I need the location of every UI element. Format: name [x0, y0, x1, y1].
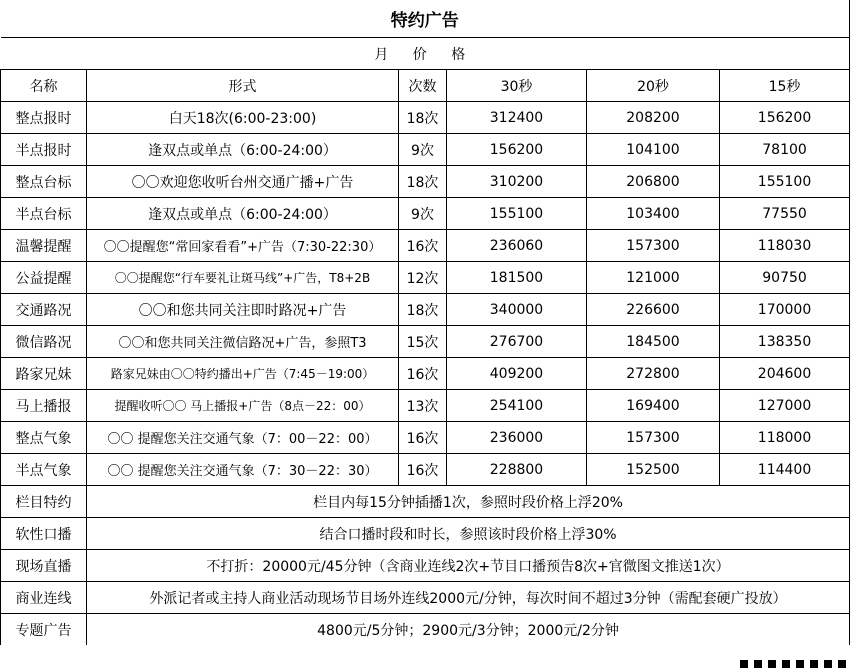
row-price-20s: 169400 — [587, 390, 720, 422]
table-row — [1, 358, 850, 390]
row-form: 〇〇 提醒您关注交通气象（7：30－22：30） — [87, 454, 399, 486]
table-subtitle: 月 价 格 — [1, 38, 850, 70]
row-description: 栏目内每15分钟插播1次，参照时段价格上浮20% — [87, 486, 850, 518]
row-description: 外派记者或主持人商业活动现场节目场外连线2000元/分钟，每次时间不超过3分钟（需配套硬广投放） — [87, 582, 850, 614]
row-count: 16次 — [399, 422, 447, 454]
row-price-15s: 138350 — [720, 326, 850, 358]
row-price-20s: 104100 — [587, 134, 720, 166]
table-row — [1, 390, 850, 422]
row-form: 〇〇欢迎您收听台州交通广播+广告 — [87, 166, 399, 198]
row-count: 16次 — [399, 358, 447, 390]
row-price-20s: 272800 — [587, 358, 720, 390]
row-price-15s: 77550 — [720, 198, 850, 230]
header-price-15s: 15秒 — [720, 70, 850, 102]
row-form: 逢双点或单点（6:00-24:00） — [87, 134, 399, 166]
table-row — [1, 262, 850, 294]
row-price-15s: 155100 — [720, 166, 850, 198]
row-count: 18次 — [399, 166, 447, 198]
row-description: 结合口播时段和时长，参照该时段价格上浮30% — [87, 518, 850, 550]
row-description: 4800元/5分钟；2900元/3分钟；2000元/2分钟 — [87, 614, 850, 646]
row-name: 整点气象 — [1, 422, 87, 454]
row-price-15s: 78100 — [720, 134, 850, 166]
row-name: 半点气象 — [1, 454, 87, 486]
subtitle-row — [1, 38, 850, 70]
table-row — [1, 198, 850, 230]
row-description: 不打折：20000元/45分钟（含商业连线2次+节目口播预告8次+官微图文推送1次） — [87, 550, 850, 582]
row-form: 〇〇和您共同关注即时路况+广告 — [87, 294, 399, 326]
table-row-merged — [1, 582, 850, 614]
row-form: 提醒收听〇〇 马上播报+广告（8点－22：00） — [87, 390, 399, 422]
row-count: 18次 — [399, 102, 447, 134]
row-form: 逢双点或单点（6:00-24:00） — [87, 198, 399, 230]
row-name: 软性口播 — [1, 518, 87, 550]
row-price-15s: 127000 — [720, 390, 850, 422]
row-name: 专题广告 — [1, 614, 87, 646]
row-form: 白天18次(6:00-23:00) — [87, 102, 399, 134]
row-name: 半点台标 — [1, 198, 87, 230]
row-count: 15次 — [399, 326, 447, 358]
row-name: 整点报时 — [1, 102, 87, 134]
row-price-15s: 118000 — [720, 422, 850, 454]
row-form: 〇〇提醒您“行车要礼让斑马线”+广告，T8+2B — [87, 262, 399, 294]
row-form: 〇〇和您共同关注微信路况+广告，参照T3 — [87, 326, 399, 358]
row-count: 9次 — [399, 198, 447, 230]
row-price-15s: 118030 — [720, 230, 850, 262]
row-count: 13次 — [399, 390, 447, 422]
row-price-30s: 312400 — [447, 102, 587, 134]
row-price-30s: 310200 — [447, 166, 587, 198]
table-row — [1, 294, 850, 326]
table-row — [1, 422, 850, 454]
table-row-merged — [1, 486, 850, 518]
table-row — [1, 102, 850, 134]
row-price-30s: 155100 — [447, 198, 587, 230]
table-row-merged — [1, 614, 850, 646]
row-count: 16次 — [399, 230, 447, 262]
row-price-20s: 103400 — [587, 198, 720, 230]
row-price-20s: 157300 — [587, 422, 720, 454]
row-price-30s: 254100 — [447, 390, 587, 422]
row-name: 温馨提醒 — [1, 230, 87, 262]
row-name: 栏目特约 — [1, 486, 87, 518]
row-price-30s: 340000 — [447, 294, 587, 326]
row-price-20s: 152500 — [587, 454, 720, 486]
row-price-20s: 157300 — [587, 230, 720, 262]
row-price-15s: 170000 — [720, 294, 850, 326]
row-name: 整点台标 — [1, 166, 87, 198]
row-form: 路家兄妹由〇〇特约播出+广告（7:45－19:00） — [87, 358, 399, 390]
title-row — [1, 0, 850, 38]
row-form: 〇〇提醒您“常回家看看”+广告（7:30-22:30） — [87, 230, 399, 262]
row-price-15s: 114400 — [720, 454, 850, 486]
row-count: 12次 — [399, 262, 447, 294]
row-count: 9次 — [399, 134, 447, 166]
row-form: 〇〇 提醒您关注交通气象（7：00－22：00） — [87, 422, 399, 454]
row-price-30s: 156200 — [447, 134, 587, 166]
row-price-15s: 204600 — [720, 358, 850, 390]
row-name: 微信路况 — [1, 326, 87, 358]
header-row — [1, 70, 850, 102]
row-count: 16次 — [399, 454, 447, 486]
row-price-20s: 226600 — [587, 294, 720, 326]
row-price-30s: 409200 — [447, 358, 587, 390]
table-row — [1, 454, 850, 486]
table-row — [1, 166, 850, 198]
header-price-30s: 30秒 — [447, 70, 587, 102]
row-price-30s: 236060 — [447, 230, 587, 262]
row-name: 马上播报 — [1, 390, 87, 422]
header-price-20s: 20秒 — [587, 70, 720, 102]
row-count: 18次 — [399, 294, 447, 326]
row-price-30s: 228800 — [447, 454, 587, 486]
row-price-30s: 276700 — [447, 326, 587, 358]
row-name: 公益提醒 — [1, 262, 87, 294]
row-price-30s: 236000 — [447, 422, 587, 454]
table-row — [1, 134, 850, 166]
row-price-20s: 121000 — [587, 262, 720, 294]
row-name: 商业连线 — [1, 582, 87, 614]
row-name: 半点报时 — [1, 134, 87, 166]
row-price-30s: 181500 — [447, 262, 587, 294]
header-count: 次数 — [399, 70, 447, 102]
table-row — [1, 230, 850, 262]
row-name: 路家兄妹 — [1, 358, 87, 390]
table-title: 特约广告 — [1, 0, 850, 38]
cropped-row-edge — [740, 660, 850, 668]
header-form: 形式 — [87, 70, 399, 102]
table-row — [1, 326, 850, 358]
table-row-merged — [1, 550, 850, 582]
table-row-merged — [1, 518, 850, 550]
row-name: 交通路况 — [1, 294, 87, 326]
row-price-15s: 156200 — [720, 102, 850, 134]
row-price-15s: 90750 — [720, 262, 850, 294]
row-price-20s: 206800 — [587, 166, 720, 198]
row-price-20s: 208200 — [587, 102, 720, 134]
row-name: 现场直播 — [1, 550, 87, 582]
row-price-20s: 184500 — [587, 326, 720, 358]
header-name: 名称 — [1, 70, 87, 102]
